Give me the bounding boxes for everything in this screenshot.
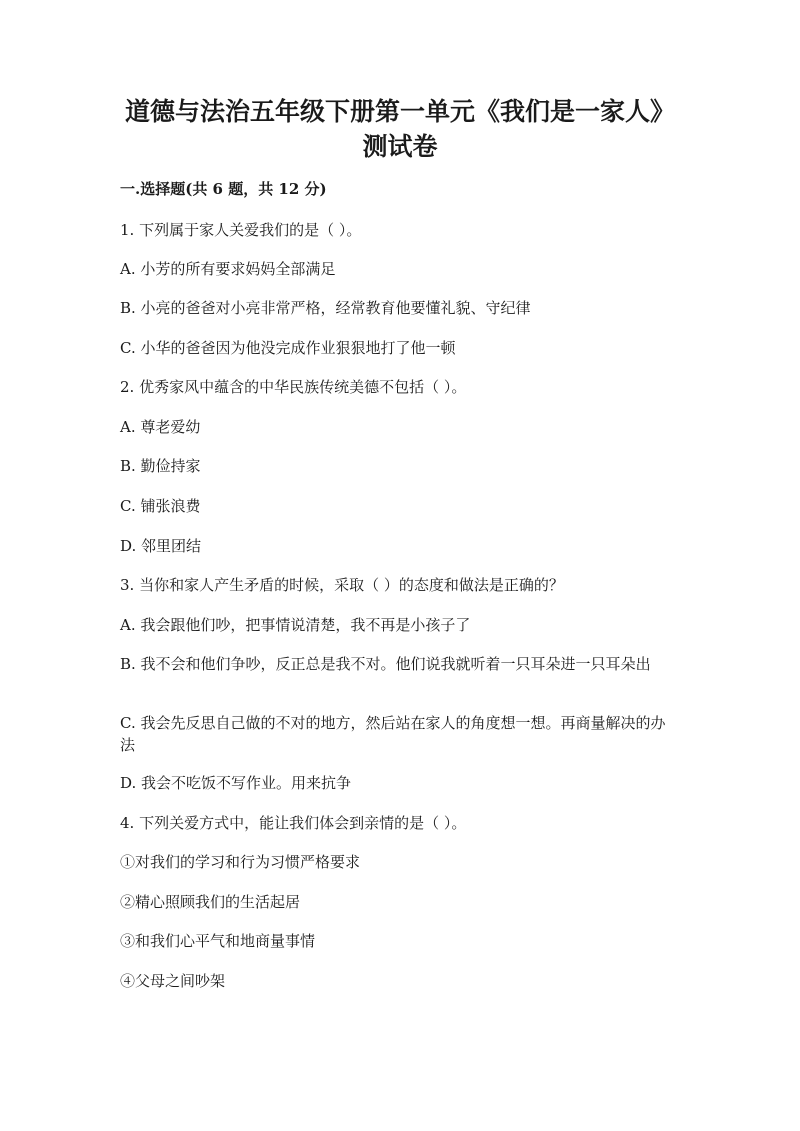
question-2-option-c: C. 铺张浪费 [120, 497, 201, 515]
question-4-stem: 4. 下列关爱方式中，能让我们体会到亲情的是（ ）。 [120, 814, 467, 832]
question-1-option-c: C. 小华的爸爸因为他没完成作业狠狠地打了他一顿 [120, 339, 456, 357]
section-heading: 一.选择题(共 6 题，共 12 分) [120, 180, 327, 198]
question-4-item-3: ③和我们心平气和地商量事情 [120, 932, 316, 950]
question-3-option-c: C. 我会先反思自己做的不对的地方，然后站在家人的角度想一想。再商量解决的办法 [120, 714, 666, 754]
page-title: 道德与法治五年级下册第一单元《我们是一家人》 [124, 97, 675, 126]
question-2-option-d: D. 邻里团结 [120, 537, 202, 555]
question-3-option-d: D. 我会不吃饭不写作业。用来抗争 [120, 774, 352, 792]
question-3-option-b: B. 我不会和他们争吵，反正总是我不对。他们说我就听着一只耳朵进一只耳朵出 [120, 655, 651, 673]
question-4-item-2: ②精心照顾我们的生活起居 [120, 893, 301, 911]
question-3-option-a: A. 我会跟他们吵，把事情说清楚，我不再是小孩子了 [120, 616, 471, 634]
question-2-option-b: B. 勤俭持家 [120, 457, 201, 475]
question-1-stem: 1. 下列属于家人关爱我们的是（ ）。 [120, 221, 362, 239]
question-2-option-a: A. 尊老爱幼 [120, 418, 201, 436]
question-4-item-4: ④父母之间吵架 [120, 972, 226, 990]
page-subtitle: 测试卷 [362, 132, 438, 161]
question-2-stem: 2. 优秀家风中蕴含的中华民族传统美德不包括（ ）。 [120, 378, 467, 396]
question-3-stem: 3. 当你和家人产生矛盾的时候，采取（ ）的态度和做法是正确的？ [120, 576, 564, 594]
question-1-option-b: B. 小亮的爸爸对小亮非常严格，经常教育他要懂礼貌、守纪律 [120, 299, 531, 317]
question-1-option-a: A. 小芳的所有要求妈妈全部满足 [120, 260, 336, 278]
question-4-item-1: ①对我们的学习和行为习惯严格要求 [120, 853, 361, 871]
